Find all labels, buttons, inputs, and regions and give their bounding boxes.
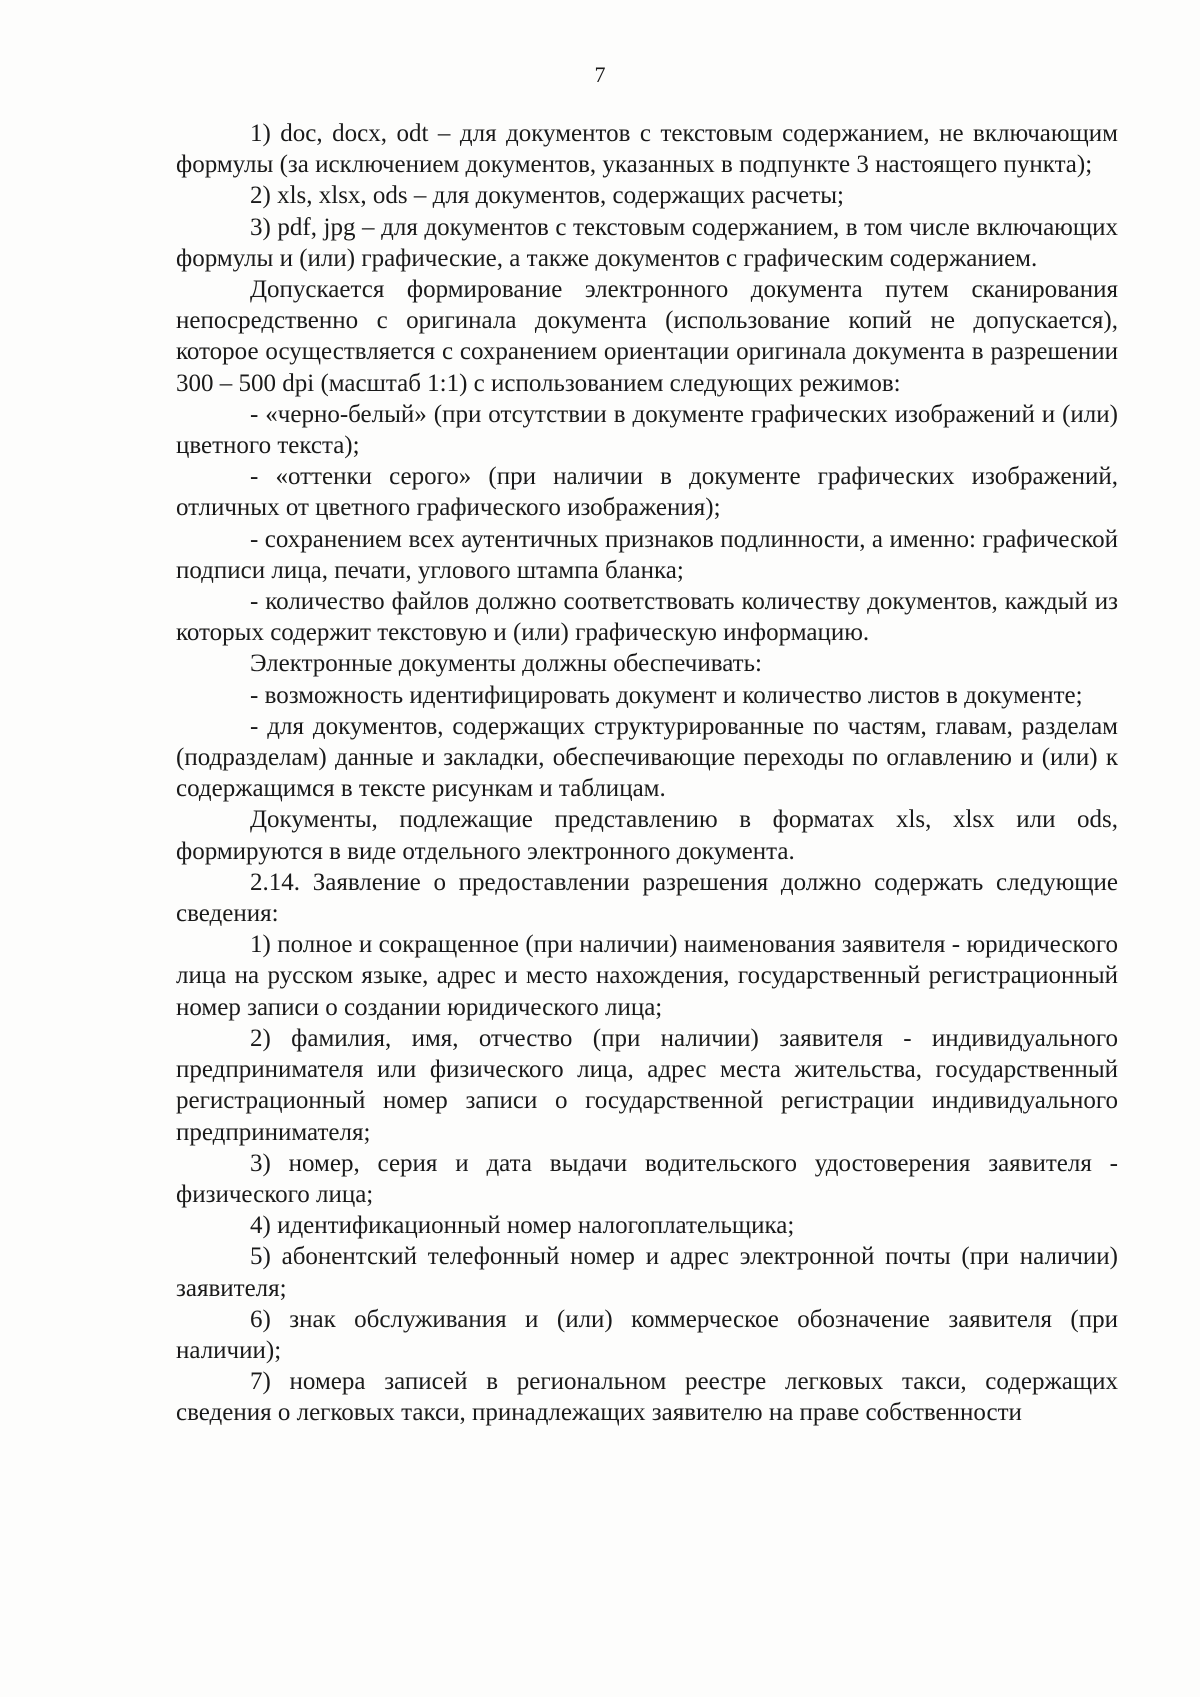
paragraph-mode-gray: - «оттенки серого» (при наличии в документе графических изображений, отличных от цветного графического изображения); [176, 463, 1118, 522]
paragraph-scanning: Допускается формирование электронного документа путем сканирования непосредственно с оригинала документа (использование копий не допускается), которое осуществляется с сохранением ориентации оригинала документа в разрешении 300 – 500 dpi (масштаб 1:1) с использованием следующих режимов: [176, 276, 1118, 397]
paragraph-format-xls: 2) xls, xlsx, ods – для документов, содержащих расчеты; [250, 182, 844, 210]
paragraph-authenticity: - сохранением всех аутентичных признаков подлинности, а именно: графической подписи лица, печати, углового штампа бланка; [176, 525, 1118, 584]
paragraph-item-7: 7) номера записей в региональном реестре легковых такси, содержащих сведения о легковых такси, принадлежащих заявителю на праве собственности [176, 1368, 1118, 1427]
paragraph-mode-bw: - «черно-белый» (при отсутствии в документе графических изображений и (или) цветного текста); [176, 400, 1118, 460]
paragraph-item-1: 1) полное и сокращенное (при наличии) наименования заявителя - юридического лица на русском языке, адрес и место нахождения, государственный регистрационный номер записи о создании юридического лица; [176, 931, 1118, 1021]
page-number: 7 [594, 62, 606, 87]
paragraph-structure: - для документов, содержащих структурированные по частям, главам, разделам (подразделам) данные и закладки, обеспечивающие переходы по оглавлению и (или) к содержащимся в тексте рисункам и таблицам. [176, 712, 1118, 803]
paragraph-identify: - возможность идентифицировать документ и количество листов в документе; [250, 681, 1083, 709]
paragraph-item-2: 2) фамилия, имя, отчество (при наличии) заявителя - индивидуального предпринимателя или физического лица, адрес места жительства, государственный регистрационный номер записи о государственной регистрации индивидуального предпринимателя; [176, 1024, 1118, 1146]
paragraph-format-doc: 1) doc, docx, odt – для документов с текстовым содержанием, не включающим формулы (за исключением документов, указанных в подпункте 3 настоящего пункта); [176, 120, 1118, 179]
paragraph-item-6: 6) знак обслуживания и (или) коммерческое обозначение заявителя (при наличии); [176, 1305, 1118, 1364]
paragraph-format-pdf: 3) pdf, jpg – для документов с текстовым содержанием, в том числе включающих формулы и (или) графические, а также документов с графическим содержанием. [176, 213, 1118, 272]
paragraph-item-3: 3) номер, серия и дата выдачи водительского удостоверения заявителя - физического лица; [176, 1149, 1118, 1208]
paragraph-item-4: 4) идентификационный номер налогоплательщика; [250, 1212, 795, 1240]
document-body [176, 118, 1118, 1429]
paragraph-xls-separate: Документы, подлежащие представлению в форматах xls, xlsx или ods, формируются в виде отдельного электронного документа. [176, 806, 1118, 865]
paragraph-section-2-14: 2.14. Заявление о предоставлении разрешения должно содержать следующие сведения: [176, 868, 1118, 928]
paragraph-electronic-docs: Электронные документы должны обеспечивать: [250, 650, 762, 678]
paragraph-item-5: 5) абонентский телефонный номер и адрес электронной почты (при наличии) заявителя; [176, 1243, 1118, 1302]
paragraph-file-count: - количество файлов должно соответствовать количеству документов, каждый из которых содержит текстовую и (или) графическую информацию. [176, 588, 1118, 647]
